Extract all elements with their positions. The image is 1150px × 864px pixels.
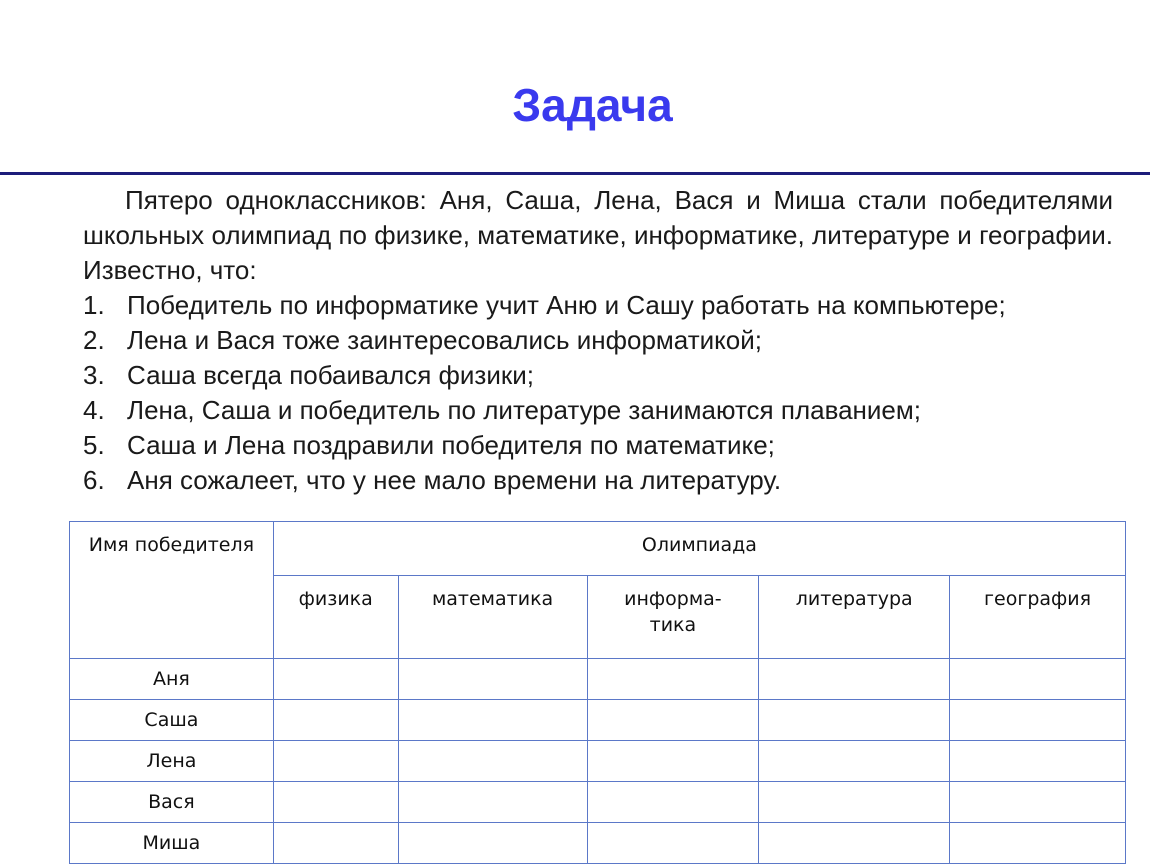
answer-cell[interactable]	[950, 823, 1126, 864]
olympiad-table	[69, 521, 1126, 864]
condition-item	[83, 393, 921, 428]
subject-header-literature: литература	[759, 576, 950, 659]
condition-number: 2.	[83, 325, 105, 355]
condition-item	[83, 428, 775, 463]
answer-cell[interactable]	[398, 782, 587, 823]
name-column-header: Имя победителя	[70, 522, 274, 659]
condition-number: 3.	[83, 360, 105, 390]
table-row	[70, 741, 1126, 782]
table-row	[70, 659, 1126, 700]
answer-cell[interactable]	[273, 659, 398, 700]
subject-header-informatics: информа- тика	[587, 576, 759, 659]
slide-title: Задача	[512, 79, 673, 131]
condition-number: 1.	[83, 290, 105, 320]
answer-cell[interactable]	[587, 823, 759, 864]
answer-cell[interactable]	[950, 741, 1126, 782]
winner-name: Аня	[70, 659, 274, 700]
answer-cell[interactable]	[759, 823, 950, 864]
condition-text: Лена и Вася тоже заинтересовались информатикой;	[127, 325, 762, 355]
condition-number: 4.	[83, 395, 105, 425]
answer-cell[interactable]	[759, 741, 950, 782]
winner-name: Саша	[70, 700, 274, 741]
table-row	[70, 700, 1126, 741]
condition-text: Лена, Саша и победитель по литературе занимаются плаванием;	[127, 395, 921, 425]
condition-item	[83, 358, 534, 393]
answer-cell[interactable]	[950, 700, 1126, 741]
problem-intro: Пятеро одноклассников: Аня, Саша, Лена, Вася и Миша стали победителями школьных олимпиад по физике, математике, информатике, литературе и географии. Известно, что:	[83, 185, 1113, 285]
condition-text: Победитель по информатике учит Аню и Сашу работать на компьютере;	[127, 290, 1006, 320]
olympiad-header: Олимпиада	[273, 522, 1125, 576]
condition-number: 5.	[83, 430, 105, 460]
answer-cell[interactable]	[587, 741, 759, 782]
answer-cell[interactable]	[950, 659, 1126, 700]
answer-cell[interactable]	[398, 741, 587, 782]
answer-cell[interactable]	[273, 823, 398, 864]
answer-cell[interactable]	[759, 659, 950, 700]
table-row	[70, 782, 1126, 823]
subject-header-physics: физика	[273, 576, 398, 659]
winner-name: Миша	[70, 823, 274, 864]
answer-cell[interactable]	[398, 823, 587, 864]
title-divider	[0, 172, 1150, 175]
condition-item	[83, 323, 762, 358]
condition-text: Аня сожалеет, что у нее мало времени на литературу.	[127, 465, 782, 495]
subject-header-math: математика	[398, 576, 587, 659]
winner-name: Вася	[70, 782, 274, 823]
winner-name: Лена	[70, 741, 274, 782]
answer-cell[interactable]	[759, 700, 950, 741]
table-row	[70, 823, 1126, 864]
condition-item	[83, 463, 781, 498]
answer-cell[interactable]	[273, 700, 398, 741]
condition-item	[83, 288, 1006, 323]
answer-cell[interactable]	[950, 782, 1126, 823]
answer-cell[interactable]	[587, 782, 759, 823]
answer-cell[interactable]	[398, 659, 587, 700]
answer-cell[interactable]	[273, 782, 398, 823]
answer-cell[interactable]	[587, 659, 759, 700]
answer-cell[interactable]	[759, 782, 950, 823]
answer-cell[interactable]	[398, 700, 587, 741]
subject-header-geography: география	[950, 576, 1126, 659]
condition-text: Саша и Лена поздравили победителя по математике;	[127, 430, 775, 460]
answer-cell[interactable]	[273, 741, 398, 782]
answer-cell[interactable]	[587, 700, 759, 741]
condition-text: Саша всегда побаивался физики;	[127, 360, 534, 390]
condition-number: 6.	[83, 465, 105, 495]
